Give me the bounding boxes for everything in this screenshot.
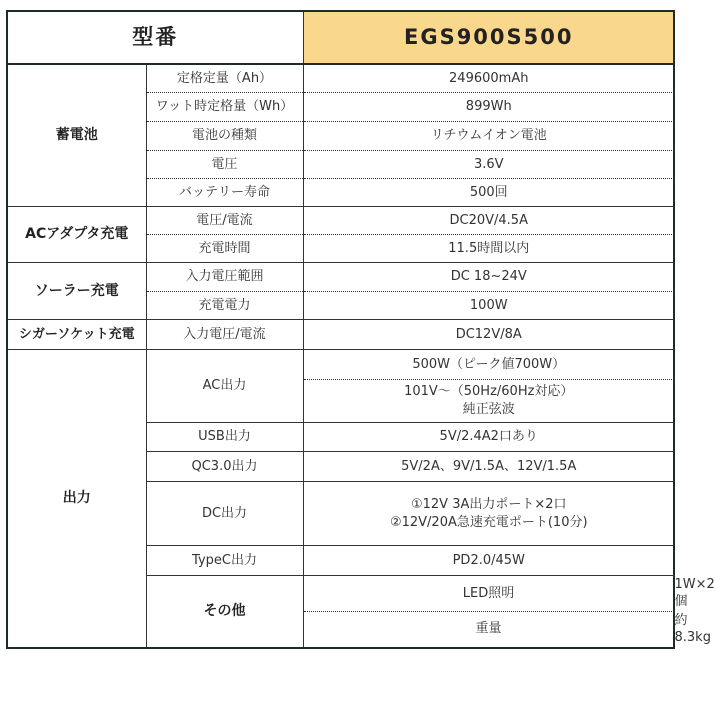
spec-label: LED照明 <box>303 576 674 612</box>
category-ac-adapter: ACアダプタ充電 <box>7 207 146 263</box>
spec-label: USB出力 <box>146 423 303 452</box>
spec-value: 3.6V <box>303 151 674 179</box>
spec-value: DC 18~24V <box>303 263 674 292</box>
spec-label: 入力電圧/電流 <box>146 320 303 350</box>
header-row <box>7 11 674 64</box>
category-output: 出力 <box>7 350 146 648</box>
category-solar: ソーラー充電 <box>7 263 146 320</box>
table-row <box>7 64 674 93</box>
spec-label: DC出力 <box>146 482 303 546</box>
spec-value: 899Wh <box>303 93 674 122</box>
spec-label: 重量 <box>303 611 674 648</box>
table-row <box>7 207 674 235</box>
spec-value: PD2.0/45W <box>303 546 674 576</box>
spec-table <box>6 10 715 649</box>
spec-label: 充電時間 <box>146 235 303 263</box>
table-row: その他 LED照明 1W×2個 <box>7 576 674 612</box>
spec-value: 500回 <box>303 179 674 207</box>
spec-value: リチウムイオン電池 <box>303 122 674 151</box>
spec-value-line: ①12V 3A出力ポート×2口 <box>410 496 567 512</box>
spec-label: QC3.0出力 <box>146 452 303 482</box>
table-row: 重量 約8.3kg <box>7 611 674 648</box>
spec-value: DC20V/4.5A <box>303 207 674 235</box>
spec-label: ワット時定格量（Wh） <box>146 93 303 122</box>
category-other: その他 <box>146 576 303 648</box>
spec-value: DC12V/8A <box>303 320 674 350</box>
model-number: EGS900S500 <box>303 11 674 64</box>
table-row <box>7 263 674 292</box>
spec-value-line: 純正弦波 <box>462 402 515 417</box>
spec-label: 定格定量（Ah） <box>146 64 303 93</box>
spec-value-line: ②12V/20A急速充電ポート(10分) <box>389 514 588 530</box>
model-label: 型番 <box>7 11 303 64</box>
spec-value-line: 101V～（50Hz/60Hz対応） <box>404 384 574 400</box>
table-row <box>7 350 674 380</box>
spec-value-multiline <box>303 482 674 546</box>
spec-value: 5V/2.4A2口あり <box>303 423 674 452</box>
spec-label: TypeC出力 <box>146 546 303 576</box>
spec-label: 入力電圧範囲 <box>146 263 303 292</box>
spec-label: AC出力 <box>146 350 303 423</box>
spec-value: 249600mAh <box>303 64 674 93</box>
spec-label: 電圧/電流 <box>146 207 303 235</box>
spec-value: 500W（ピーク値700W） <box>303 350 674 380</box>
spec-value: 11.5時間以内 <box>303 235 674 263</box>
spec-label: 電池の種類 <box>146 122 303 151</box>
category-battery: 蓄電池 <box>7 64 146 207</box>
spec-label: 電圧 <box>146 151 303 179</box>
spec-value: 5V/2A、9V/1.5A、12V/1.5A <box>303 452 674 482</box>
spec-label: バッテリー寿命 <box>146 179 303 207</box>
category-car-socket: シガーソケット充電 <box>7 320 146 350</box>
spec-value-multiline <box>303 380 674 423</box>
table-row <box>7 320 674 350</box>
spec-value: 100W <box>303 292 674 320</box>
spec-label: 充電電力 <box>146 292 303 320</box>
